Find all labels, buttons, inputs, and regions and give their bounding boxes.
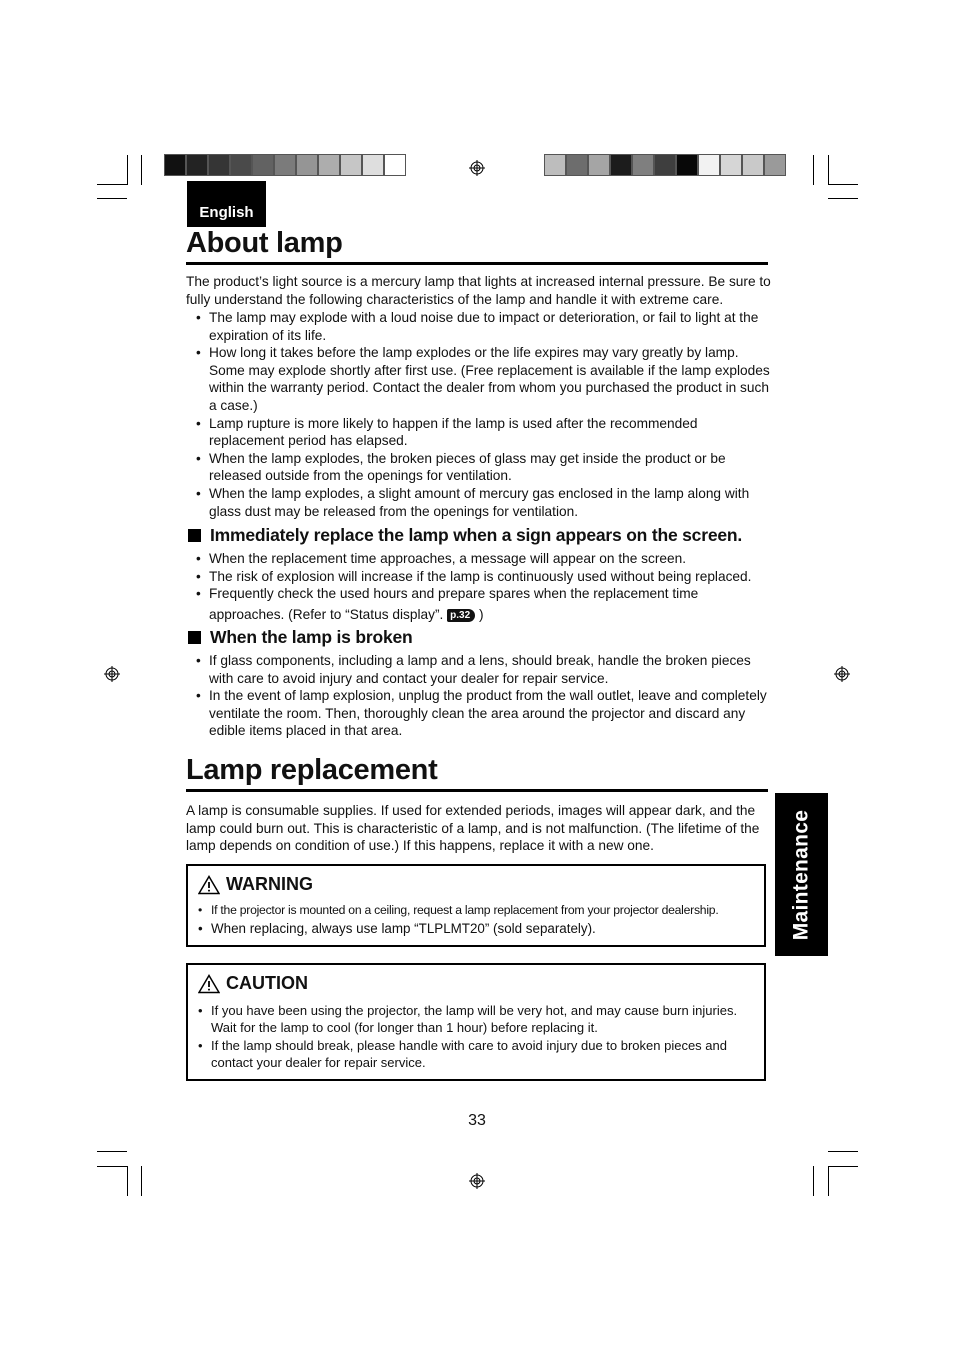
list-item: • When the lamp explodes, the broken pieces of glass may get inside the product or be released outside from the openings for ventilation. bbox=[196, 450, 771, 485]
color-swatch bbox=[764, 154, 786, 176]
color-swatch bbox=[610, 154, 632, 176]
list-item: • When the replacement time approaches, a message will appear on the screen. bbox=[196, 550, 771, 568]
color-swatch bbox=[340, 154, 362, 176]
warning-triangle-icon bbox=[198, 875, 220, 895]
section-side-tab: Maintenance bbox=[775, 793, 828, 956]
caution-box bbox=[186, 963, 766, 1081]
page-reference-badge[interactable]: p.32 bbox=[447, 609, 475, 622]
warning-box bbox=[186, 864, 766, 947]
registration-mark-icon bbox=[834, 666, 850, 682]
about-bullet-list bbox=[196, 309, 771, 520]
list-item: • In the event of lamp explosion, unplug the product from the wall outlet, leave and completely ventilate the room. Then, thoroughly clean the area around the projector and discard any edible items placed in that area. bbox=[196, 687, 771, 740]
warning-triangle-icon bbox=[198, 974, 220, 994]
color-swatch bbox=[274, 154, 296, 176]
list-item: • If you have been using the projector, the lamp will be very hot, and may cause burn injuries. Wait for the lamp to cool (for longer than 1 hour) before replacing it. bbox=[198, 1002, 758, 1037]
color-swatch bbox=[676, 154, 698, 176]
caution-bullet-list bbox=[198, 1002, 758, 1072]
registration-mark-icon bbox=[469, 1173, 485, 1189]
color-swatch bbox=[362, 154, 384, 176]
color-swatch bbox=[230, 154, 252, 176]
list-item: • If the projector is mounted on a ceiling, request a lamp replacement from your projector dealership. bbox=[198, 902, 758, 920]
color-swatch bbox=[208, 154, 230, 176]
registration-mark-icon bbox=[469, 160, 485, 176]
color-swatch bbox=[296, 154, 318, 176]
list-item: • The lamp may explode with a loud noise due to impact or deterioration, or fail to light at the expiration of its life. bbox=[196, 309, 771, 344]
lamp-replacement-title: Lamp replacement bbox=[186, 753, 768, 792]
about-lamp-title: About lamp bbox=[186, 226, 768, 265]
list-item: • When the lamp explodes, a slight amount of mercury gas enclosed in the lamp along with glass dust may be released from the openings for ventilation. bbox=[196, 485, 771, 520]
warning-title: WARNING bbox=[198, 874, 313, 895]
color-swatch bbox=[384, 154, 406, 176]
list-item: • The risk of explosion will increase if the lamp is continuously used without being replaced. bbox=[196, 568, 771, 586]
color-swatch bbox=[588, 154, 610, 176]
lamp-broken-heading: When the lamp is broken bbox=[188, 626, 413, 648]
list-item: • If glass components, including a lamp and a lens, should break, handle the broken pieces with care to avoid injury and contact your dealer for repair service. bbox=[196, 652, 771, 687]
square-bullet-icon bbox=[188, 631, 201, 644]
list-item: • How long it takes before the lamp explodes or the life expires may vary greatly by lamp. Some may explode shortly after first use. (Free replacement is available if the lamp explodes within the warranty period. Contact the dealer from whom you purchased the product in such a case.) bbox=[196, 344, 771, 414]
page-number: 33 bbox=[468, 1112, 486, 1129]
color-swatch bbox=[632, 154, 654, 176]
replacement-intro: A lamp is consumable supplies. If used for extended periods, images will appear dark, and the lamp could burn out. This is characteristic of a lamp, and is not malfunction. (The lifetime of the lamp depends on condition of use.) If this happens, replace it with a new one. bbox=[186, 803, 760, 854]
color-swatch bbox=[186, 154, 208, 176]
color-swatch-bar-right bbox=[544, 154, 786, 176]
list-item: • Frequently check the used hours and prepare spares when the replacement time approaches. (Refer to “Status display”. p.32 ) bbox=[196, 585, 771, 623]
color-swatch bbox=[654, 154, 676, 176]
broken-bullet-list bbox=[196, 652, 771, 740]
color-swatch-bar-left bbox=[164, 154, 406, 176]
list-item: • When replacing, always use lamp “TLPLMT20” (sold separately). bbox=[198, 920, 758, 938]
square-bullet-icon bbox=[188, 529, 201, 542]
color-swatch bbox=[742, 154, 764, 176]
caution-title: CAUTION bbox=[198, 973, 308, 994]
language-tab: English bbox=[187, 181, 266, 227]
registration-mark-icon bbox=[104, 666, 120, 682]
color-swatch bbox=[698, 154, 720, 176]
replace-sign-heading: Immediately replace the lamp when a sign appears on the screen. bbox=[188, 524, 742, 546]
color-swatch bbox=[318, 154, 340, 176]
color-swatch bbox=[720, 154, 742, 176]
replace-bullet-list bbox=[196, 550, 771, 623]
list-item: • Lamp rupture is more likely to happen if the lamp is used after the recommended replacement period has elapsed. bbox=[196, 415, 771, 450]
color-swatch bbox=[164, 154, 186, 176]
warning-bullet-list bbox=[198, 902, 758, 937]
color-swatch bbox=[566, 154, 588, 176]
color-swatch bbox=[252, 154, 274, 176]
color-swatch bbox=[544, 154, 566, 176]
list-item: • If the lamp should break, please handle with care to avoid injury due to broken pieces and contact your dealer for repair service. bbox=[198, 1037, 758, 1072]
about-intro: The product’s light source is a mercury lamp that lights at increased internal pressure. Be sure to fully understand the following characteristics of the lamp and handle it with extreme care. bbox=[186, 274, 771, 307]
